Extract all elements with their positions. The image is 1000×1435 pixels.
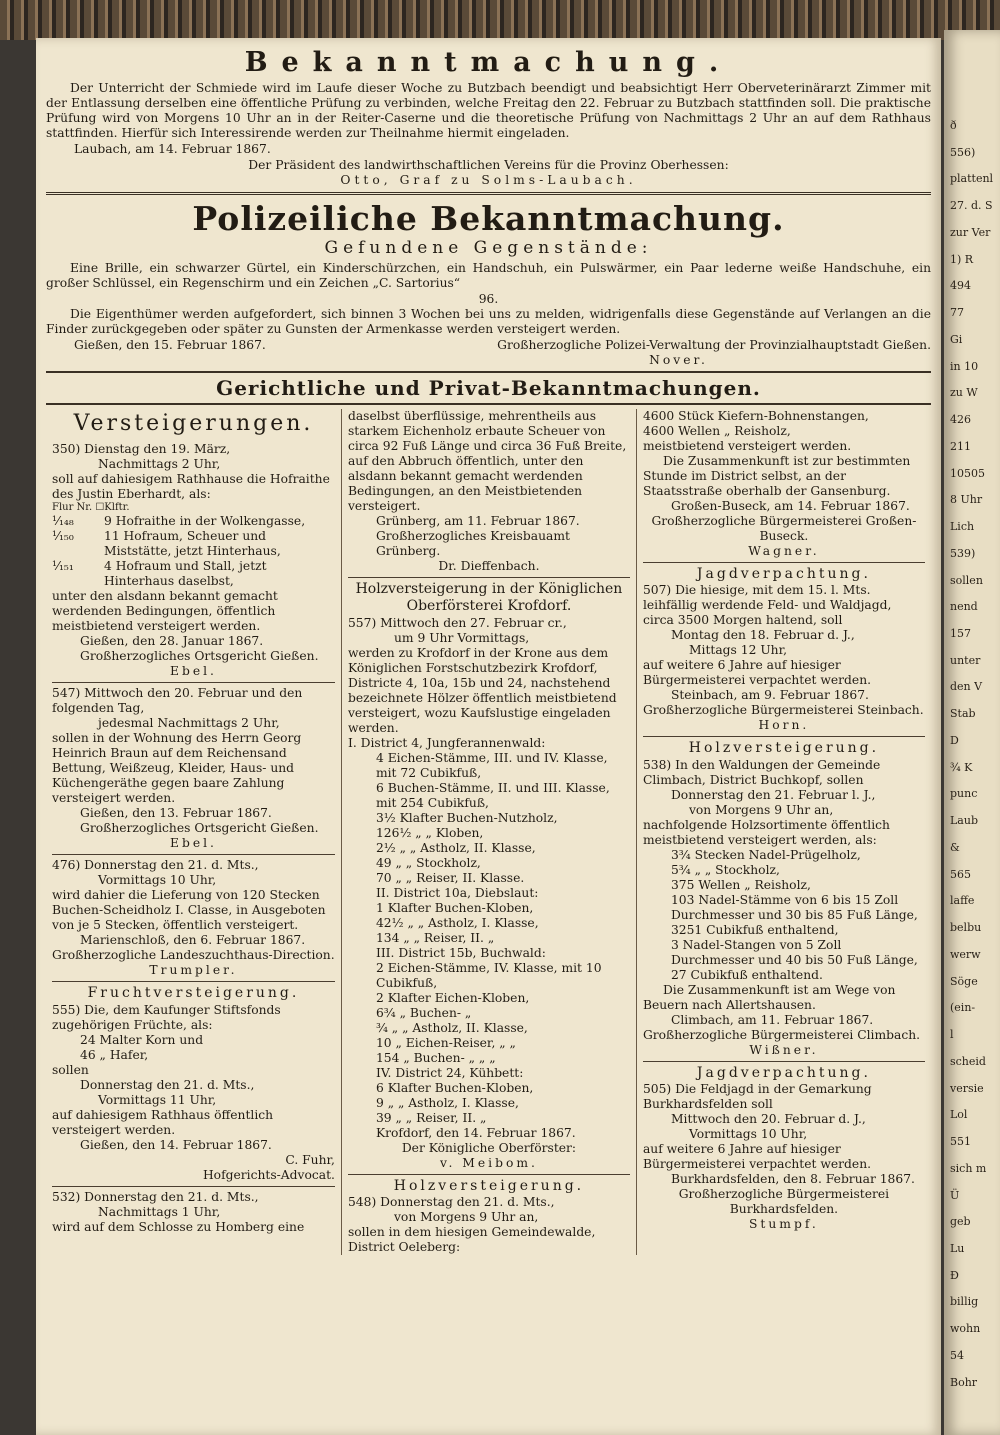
notice-555 — [52, 985, 335, 1182]
adjacent-page-fragment: sollen — [950, 573, 983, 587]
notice-heading: Holzversteigerung in der Königlichen Oberförsterei Krofdorf. — [355, 581, 623, 615]
notice-body: auf dahiesigem Rathhaus öffentlich versteigert werden. — [52, 1107, 274, 1137]
table-cell: 4 Hofraum und Stall, jetzt Hinterhaus daselbst, — [104, 559, 267, 589]
adjacent-page-fragment: in 10 — [950, 359, 979, 373]
divider — [46, 403, 931, 405]
table-cell: ¹⁄₁₅₁ — [52, 559, 74, 574]
notice-line: Nachmittags 1 Uhr, — [98, 1204, 221, 1219]
divider — [52, 682, 335, 683]
table-cell: ¹⁄₁₅₀ — [52, 529, 74, 544]
notice-line: 557) Mittwoch den 27. Februar cr., — [347, 615, 567, 630]
table-cell: 11 Hofraum, Scheuer und Miststätte, jetzt Hinterhaus, — [104, 529, 281, 559]
adjacent-page-fragment: D — [950, 733, 959, 747]
column-2 — [341, 409, 636, 1254]
list-item: 126½ „ „ Kloben, — [375, 825, 484, 840]
notice-signer: Horn. — [758, 718, 810, 733]
column-1 — [46, 409, 341, 1254]
notice-line: 555) Die, dem Kaufunger Stiftsfonds zugehörigen Früchte, als: — [52, 1002, 281, 1032]
notice-signer: Wagner. — [748, 544, 820, 559]
notice-signer-title: Der Präsident des landwirthschaftlichen Vereins für die Provinz Oberhessen: — [248, 157, 729, 172]
list-item: 9 „ „ Astholz, I. Klasse, — [375, 1095, 519, 1110]
notice-signer: Otto, Graf zu Solms-Laubach. — [340, 172, 637, 187]
adjacent-page-fragment: versie — [950, 1081, 984, 1095]
notice-548 — [348, 1178, 630, 1255]
notice-authority: Großherzogliche Bürgermeisterei Großen-Buseck. — [651, 514, 917, 544]
notice-date: Großen-Buseck, am 14. Februar 1867. — [670, 499, 910, 514]
list-item: 1 Klafter Buchen-Kloben, — [375, 900, 534, 915]
column-heading: Versteigerungen. — [73, 411, 314, 437]
list-item: 10 „ Eichen-Reiser, „ „ — [375, 1035, 516, 1050]
list-item: 134 „ „ Reiser, II. „ — [375, 930, 495, 945]
adjacent-page-fragment: Lol — [950, 1108, 968, 1122]
notice-date: Gießen, den 14. Februar 1867. — [80, 1137, 272, 1152]
adjacent-page-fragment: billig — [950, 1295, 979, 1309]
notice-signer: Trumpler. — [149, 963, 238, 978]
section-title: Gerichtliche und Privat-Bekanntmachungen. — [216, 376, 761, 401]
adjacent-page-fragment: laffe — [950, 894, 975, 908]
list-item: 24 Malter Korn und — [80, 1032, 204, 1047]
notice-line: sollen — [52, 1062, 89, 1077]
notice-signer: v. Meibom. — [439, 1155, 538, 1170]
list-item: 4 Eichen-Stämme, III. und IV. Klasse, mit 72 Cubikfuß, — [375, 750, 608, 780]
divider — [46, 371, 931, 373]
adjacent-page-fragment: 565 — [950, 867, 971, 881]
table-header: Flur Nr. ☐Klftr. — [52, 502, 130, 514]
adjacent-page-fragment: 539) — [950, 546, 976, 560]
notice-date: Gießen, den 28. Januar 1867. — [80, 634, 264, 649]
notice-body: auf weitere 6 Jahre auf hiesiger Bürgermeisterei verpachtet werden. — [642, 1141, 872, 1171]
adjacent-page-fragment: 1) R — [950, 252, 974, 266]
adjacent-page-edge — [944, 30, 1000, 1435]
divider — [46, 192, 931, 195]
list-item: ¾ „ „ Astholz, II. Klasse, — [375, 1020, 528, 1035]
police-authority: Großherzogliche Polizei-Verwaltung der Provinzialhauptstadt Gießen. — [497, 338, 931, 353]
list-item: 39 „ „ Reiser, II. „ — [375, 1110, 487, 1125]
police-notice-number: 96. — [478, 292, 499, 307]
district-heading: I. District 4, Jungferannenwald: — [347, 735, 546, 750]
notice-line: 507) Die hiesige, mit dem 15. l. Mts. leihfällig werdende Feld- und Waldjagd, circa 3500 Morgen haltend, soll — [642, 583, 892, 628]
adjacent-page-fragment: Bohr — [950, 1375, 978, 1389]
adjacent-page-fragment: (ein- — [950, 1001, 976, 1015]
notice-line: 476) Donnerstag den 21. d. Mts., — [52, 858, 259, 873]
notice-line: 548) Donnerstag den 21. d. Mts., — [347, 1194, 555, 1209]
table-cell: 9 Hofraithe in der Wolkengasse, — [104, 514, 306, 529]
police-notice-subtitle: Gefundene Gegenstände: — [324, 238, 653, 259]
adjacent-page-fragment: 551 — [950, 1135, 971, 1149]
notice-line: Mittwoch den 20. Februar d. J., — [670, 1111, 866, 1126]
notice-body: Der Unterricht der Schmiede wird im Laufe dieser Woche zu Butzbach beendigt und beabsichtigt Herr Oberveterinärarzt Zimmer mit der Entlassung derselben eine öffentliche Prüfung zu verbinden, welche Freitag den 22. Februar zu Butzbach stattfinden soll. Die praktische Prüfung wird von Morgens 10 Uhr an in der Reiter-Caserne und die theoretische Prüfung von Nachmittags 2 Uhr an auf dem Rathhaus stattfinden. Hierfür sich Interessirende werden zur Theilnahme hiermit eingeladen. — [46, 80, 931, 140]
notice-heading: Holzversteigerung. — [688, 740, 880, 757]
district-heading: II. District 10a, Diebslaut: — [375, 885, 539, 900]
notice-line: Montag den 18. Februar d. J., — [670, 628, 855, 643]
adjacent-page-fragment: wohn — [950, 1322, 981, 1336]
adjacent-page-fragment: Stab — [950, 707, 976, 721]
adjacent-page-fragment: 494 — [950, 279, 971, 293]
notice-heading: Holzversteigerung. — [393, 1177, 585, 1194]
notice-date: Climbach, am 11. Februar 1867. — [670, 1012, 874, 1027]
notice-350 — [52, 442, 335, 679]
adjacent-page-fragment: 157 — [950, 627, 971, 640]
notice-507 — [643, 566, 925, 733]
list-item: 154 „ Buchen- „ „ „ — [375, 1050, 496, 1065]
notice-line: Mittags 12 Uhr, — [688, 643, 788, 658]
notice-signer: C. Fuhr, — [285, 1152, 335, 1167]
notice-authority: Der Königliche Oberförster: — [401, 1140, 577, 1155]
adjacent-page-fragment: 77 — [950, 306, 964, 320]
notice-heading: Jagdverpachtung. — [696, 566, 871, 583]
notice-line: Vormittags 10 Uhr, — [688, 1126, 808, 1141]
found-items: Eine Brille, ein schwarzer Gürtel, ein Kinderschürzchen, ein Handschuh, ein Pulswärmer, ein Paar lederne weiße Handschuhe, ein großer Schlüssel, ein Regenschirm und ein Zeichen „C. Sartorius“ — [46, 261, 931, 291]
notice-line: von Morgens 9 Uhr an, — [688, 802, 834, 817]
list-item: 3 Nadel-Stangen von 5 Zoll Durchmesser und 40 bis 50 Fuß Länge, 27 Cubikfuß enthaltend. — [670, 937, 918, 982]
notice-signer: Ebel. — [170, 664, 217, 679]
adjacent-page-fragment: scheid — [950, 1054, 986, 1068]
notice-line: Donnerstag den 21. d. Mts., — [80, 1077, 255, 1092]
notice-authority: Großherzogliches Ortsgericht Gießen. — [80, 649, 319, 664]
adjacent-page-fragment: 27. d. S — [950, 199, 993, 213]
adjacent-page-fragment: ð — [950, 119, 957, 132]
adjacent-page-fragment: Lu — [950, 1241, 965, 1255]
table-cell: ¹⁄₁₄₈ — [52, 514, 74, 529]
notice-body: sollen in der Wohnung des Herrn Georg Heinrich Braun auf dem Reichensand Bettung, Weißzeug, Kleider, Haus- und Küchengeräthe gegen baare Zahlung versteigert werden. — [52, 731, 302, 806]
notice-body: Die Zusammenkunft ist am Wege von Beuern nach Allertshausen. — [642, 982, 896, 1012]
list-item: 49 „ „ Stockholz, — [375, 855, 481, 870]
notice-heading: Jagdverpachtung. — [696, 1064, 871, 1081]
notice-line: Vormittags 11 Uhr, — [98, 1092, 217, 1107]
notice-505 — [643, 1065, 925, 1232]
notice-line: 350) Dienstag den 19. März, — [52, 442, 231, 457]
divider — [52, 854, 335, 855]
adjacent-page-fragment: sich m — [950, 1161, 987, 1175]
notice-date: Grünberg, am 11. Februar 1867. — [375, 514, 580, 529]
notice-signer: Stumpf. — [749, 1216, 819, 1231]
adjacent-page-fragment: 54 — [950, 1348, 964, 1362]
notice-continuation — [348, 409, 630, 574]
notice-bekanntmachung — [46, 48, 931, 188]
divider — [348, 1174, 630, 1175]
notice-body: sollen in dem hiesigen Gemeindewalde, District Oeleberg: — [347, 1224, 596, 1254]
notice-body: daselbst überflüssige, mehrentheils aus starkem Eichenholz erbaute Scheuer von circa 92 Fuß Länge und circa 36 Fuß Breite, auf den Abbruch öffentlich, unter den alsdann bekannt gemacht werdenden Bedingungen, an den Meistbietenden versteigert. — [347, 409, 627, 514]
police-notice-date: Gießen, den 15. Februar 1867. — [74, 338, 266, 353]
divider — [348, 577, 630, 578]
list-item: 2½ „ „ Astholz, II. Klasse, — [375, 840, 536, 855]
adjacent-page-fragment: 426 — [950, 413, 971, 427]
list-item: 375 Wellen „ Reisholz, — [670, 877, 811, 892]
notice-body: nachfolgende Holzsortimente öffentlich meistbietend versteigert werden, als: — [642, 817, 890, 847]
adjacent-page-fragment: Gi — [950, 332, 963, 346]
divider — [52, 1186, 335, 1187]
police-notice-body: Die Eigenthümer werden aufgefordert, sich binnen 3 Wochen bei uns zu melden, widrigenfalls diese Gegenstände auf Verlangen an die Finder zurückgegeben oder später zu Gunsten der Armenkasse werden versteigert werden. — [46, 307, 931, 337]
adjacent-page-fragment: werw — [950, 947, 981, 961]
list-item: 5¾ „ „ Stockholz, — [670, 862, 780, 877]
notice-authority: Großherzogliche Bürgermeisterei Steinbach. — [642, 703, 924, 718]
adjacent-page-fragment: Laub — [950, 814, 978, 828]
divider — [643, 562, 925, 563]
notice-line: Vormittags 10 Uhr, — [98, 873, 217, 888]
notice-line: Donnerstag den 21. Februar l. J., — [670, 787, 876, 802]
adjacent-page-fragment: geb — [950, 1215, 971, 1229]
notice-authority: Großherzogliche Bürgermeisterei Burkhardsfelden. — [678, 1186, 890, 1216]
notice-date: Krofdorf, den 14. Februar 1867. — [375, 1125, 576, 1140]
notice-authority: Großherzogliches Ortsgericht Gießen. — [80, 821, 319, 836]
district-heading: IV. District 24, Kühbett: — [375, 1065, 524, 1080]
three-column-layout — [46, 409, 931, 1254]
adjacent-page-fragment: Lich — [950, 520, 975, 534]
notice-476 — [52, 858, 335, 978]
notice-line: 532) Donnerstag den 21. d. Mts., — [52, 1189, 259, 1204]
notice-police — [46, 199, 931, 368]
notice-authority: Großherzogliche Landeszuchthaus-Direction. — [52, 948, 335, 963]
notice-body: soll auf dahiesigem Rathhause die Hofraithe des Justin Eberhardt, als: — [52, 472, 330, 502]
notice-signer: Wißner. — [749, 1042, 819, 1057]
police-notice-title: Polizeiliche Bekanntmachung. — [192, 198, 785, 238]
list-item: 46 „ Hafer, — [80, 1047, 149, 1062]
notice-body: wird dahier die Lieferung von 120 Stecken Buchen-Scheidholz I. Classe, in Ausgeboten von je 5 Stecken, öffentlich versteigert. — [52, 888, 326, 933]
notice-date: Marienschloß, den 6. Februar 1867. — [80, 933, 306, 948]
notice-authority: Großherzogliches Kreisbauamt Grünberg. — [375, 529, 570, 559]
list-item: 4600 Stück Kiefern-Bohnenstangen, — [642, 409, 869, 424]
adjacent-page-fragment: ¾ K — [950, 760, 973, 774]
list-item: 2 Klafter Eichen-Kloben, — [375, 990, 530, 1005]
adjacent-page-fragment: 10505 — [950, 466, 985, 480]
notice-538 — [643, 740, 925, 1057]
notice-signer: Ebel. — [170, 836, 217, 851]
district-heading: III. District 15b, Buchwald: — [375, 945, 546, 960]
notice-line: von Morgens 9 Uhr an, — [393, 1209, 539, 1224]
adjacent-page-fragment: Ü — [950, 1188, 960, 1202]
adjacent-page-fragment: plattenl — [950, 172, 994, 186]
notice-557 — [348, 581, 630, 1170]
notice-signer: Dr. Dieffenbach. — [438, 559, 540, 574]
notice-body: werden zu Krofdorf in der Krone aus dem Königlichen Forstschutzbezirk Krofdorf, Districte 4, 10a, 15b und 24, nachstehend bezeichnete Hölzer öffentlich meistbietend versteigert, wozu Kaufslustige eingeladen werden. — [347, 645, 617, 735]
notice-body: wird auf dem Schlosse zu Homberg eine — [52, 1219, 305, 1234]
notice-line: jedesmal Nachmittags 2 Uhr, — [98, 716, 280, 731]
divider — [643, 1061, 925, 1062]
adjacent-page-fragment: zur Ver — [950, 225, 991, 239]
police-signer: Nover. — [649, 353, 708, 368]
adjacent-page-fragment: l — [950, 1028, 954, 1042]
notice-signer-title: Hofgerichts-Advocat. — [202, 1167, 335, 1182]
adjacent-page-fragment: 556) — [950, 145, 976, 159]
list-item: 3¾ Stecken Nadel-Prügelholz, — [670, 847, 861, 862]
notice-body: meistbietend versteigert werden. — [642, 439, 852, 454]
notice-547 — [52, 686, 335, 851]
notice-title: Bekanntmachung. — [244, 47, 733, 78]
column-3 — [636, 409, 931, 1254]
notice-body: auf weitere 6 Jahre auf hiesiger Bürgermeisterei verpachtet werden. — [642, 658, 872, 688]
notice-heading: Fruchtversteigerung. — [87, 985, 300, 1002]
newspaper-page — [36, 38, 941, 1435]
list-item: 6¾ „ Buchen- „ — [375, 1005, 472, 1020]
adjacent-page-fragment: Ð — [950, 1268, 959, 1282]
notice-continuation — [643, 409, 925, 559]
adjacent-page-fragment: & — [950, 840, 960, 854]
list-item: 6 Buchen-Stämme, II. und III. Klasse, mit 254 Cubikfuß, — [375, 780, 610, 810]
notice-line: Nachmittags 2 Uhr, — [98, 457, 221, 472]
notice-line: um 9 Uhr Vormittags, — [393, 630, 530, 645]
list-item: 6 Klafter Buchen-Kloben, — [375, 1080, 534, 1095]
adjacent-page-fragment: 211 — [950, 439, 971, 453]
adjacent-page-fragment: zu W — [950, 386, 978, 400]
adjacent-page-fragment: den V — [950, 680, 983, 694]
list-item: 42½ „ „ Astholz, I. Klasse, — [375, 915, 539, 930]
book-top-edge — [0, 0, 1000, 40]
adjacent-page-fragment: punc — [950, 787, 978, 801]
notice-date: Laubach, am 14. Februar 1867. — [74, 141, 271, 156]
notice-line: 538) In den Waldungen der Gemeinde Climbach, District Buchkopf, sollen — [642, 757, 881, 787]
list-item: 4600 Wellen „ Reisholz, — [642, 424, 791, 439]
adjacent-page-fragment: Söge — [950, 974, 978, 988]
list-item: 70 „ „ Reiser, II. Klasse. — [375, 870, 525, 885]
adjacent-page-fragment: 8 Uhr — [950, 493, 983, 507]
notice-date: Gießen, den 13. Februar 1867. — [80, 806, 272, 821]
notice-line: 547) Mittwoch den 20. Februar und den folgenden Tag, — [52, 686, 303, 716]
notice-line: 505) Die Feldjagd in der Gemarkung Burkhardsfelden soll — [642, 1081, 872, 1111]
divider — [52, 981, 335, 982]
list-item: 2 Eichen-Stämme, IV. Klasse, mit 10 Cubikfuß, — [375, 960, 602, 990]
divider — [643, 736, 925, 737]
notice-authority: Großherzogliche Bürgermeisterei Climbach. — [642, 1027, 921, 1042]
adjacent-page-fragment: unter — [950, 653, 981, 667]
notice-body: unter den alsdann bekannt gemacht werdenden Bedingungen, öffentlich meistbietend versteigert werden. — [52, 589, 278, 634]
notice-body: Die Zusammenkunft ist zur bestimmten Stunde im District selbst, an der Staatsstraße oberhalb der Gansenburg. — [642, 454, 911, 499]
adjacent-page-fragment: belbu — [950, 921, 982, 935]
list-item: 3½ Klafter Buchen-Nutzholz, — [375, 810, 558, 825]
notice-date: Burkhardsfelden, den 8. Februar 1867. — [670, 1171, 915, 1186]
notice-532 — [52, 1190, 335, 1235]
adjacent-page-fragment: nend — [950, 600, 978, 614]
list-item: 103 Nadel-Stämme von 6 bis 15 Zoll Durchmesser und 30 bis 85 Fuß Länge, 3251 Cubikfuß enthaltend, — [670, 892, 918, 937]
notice-date: Steinbach, am 9. Februar 1867. — [670, 688, 869, 703]
